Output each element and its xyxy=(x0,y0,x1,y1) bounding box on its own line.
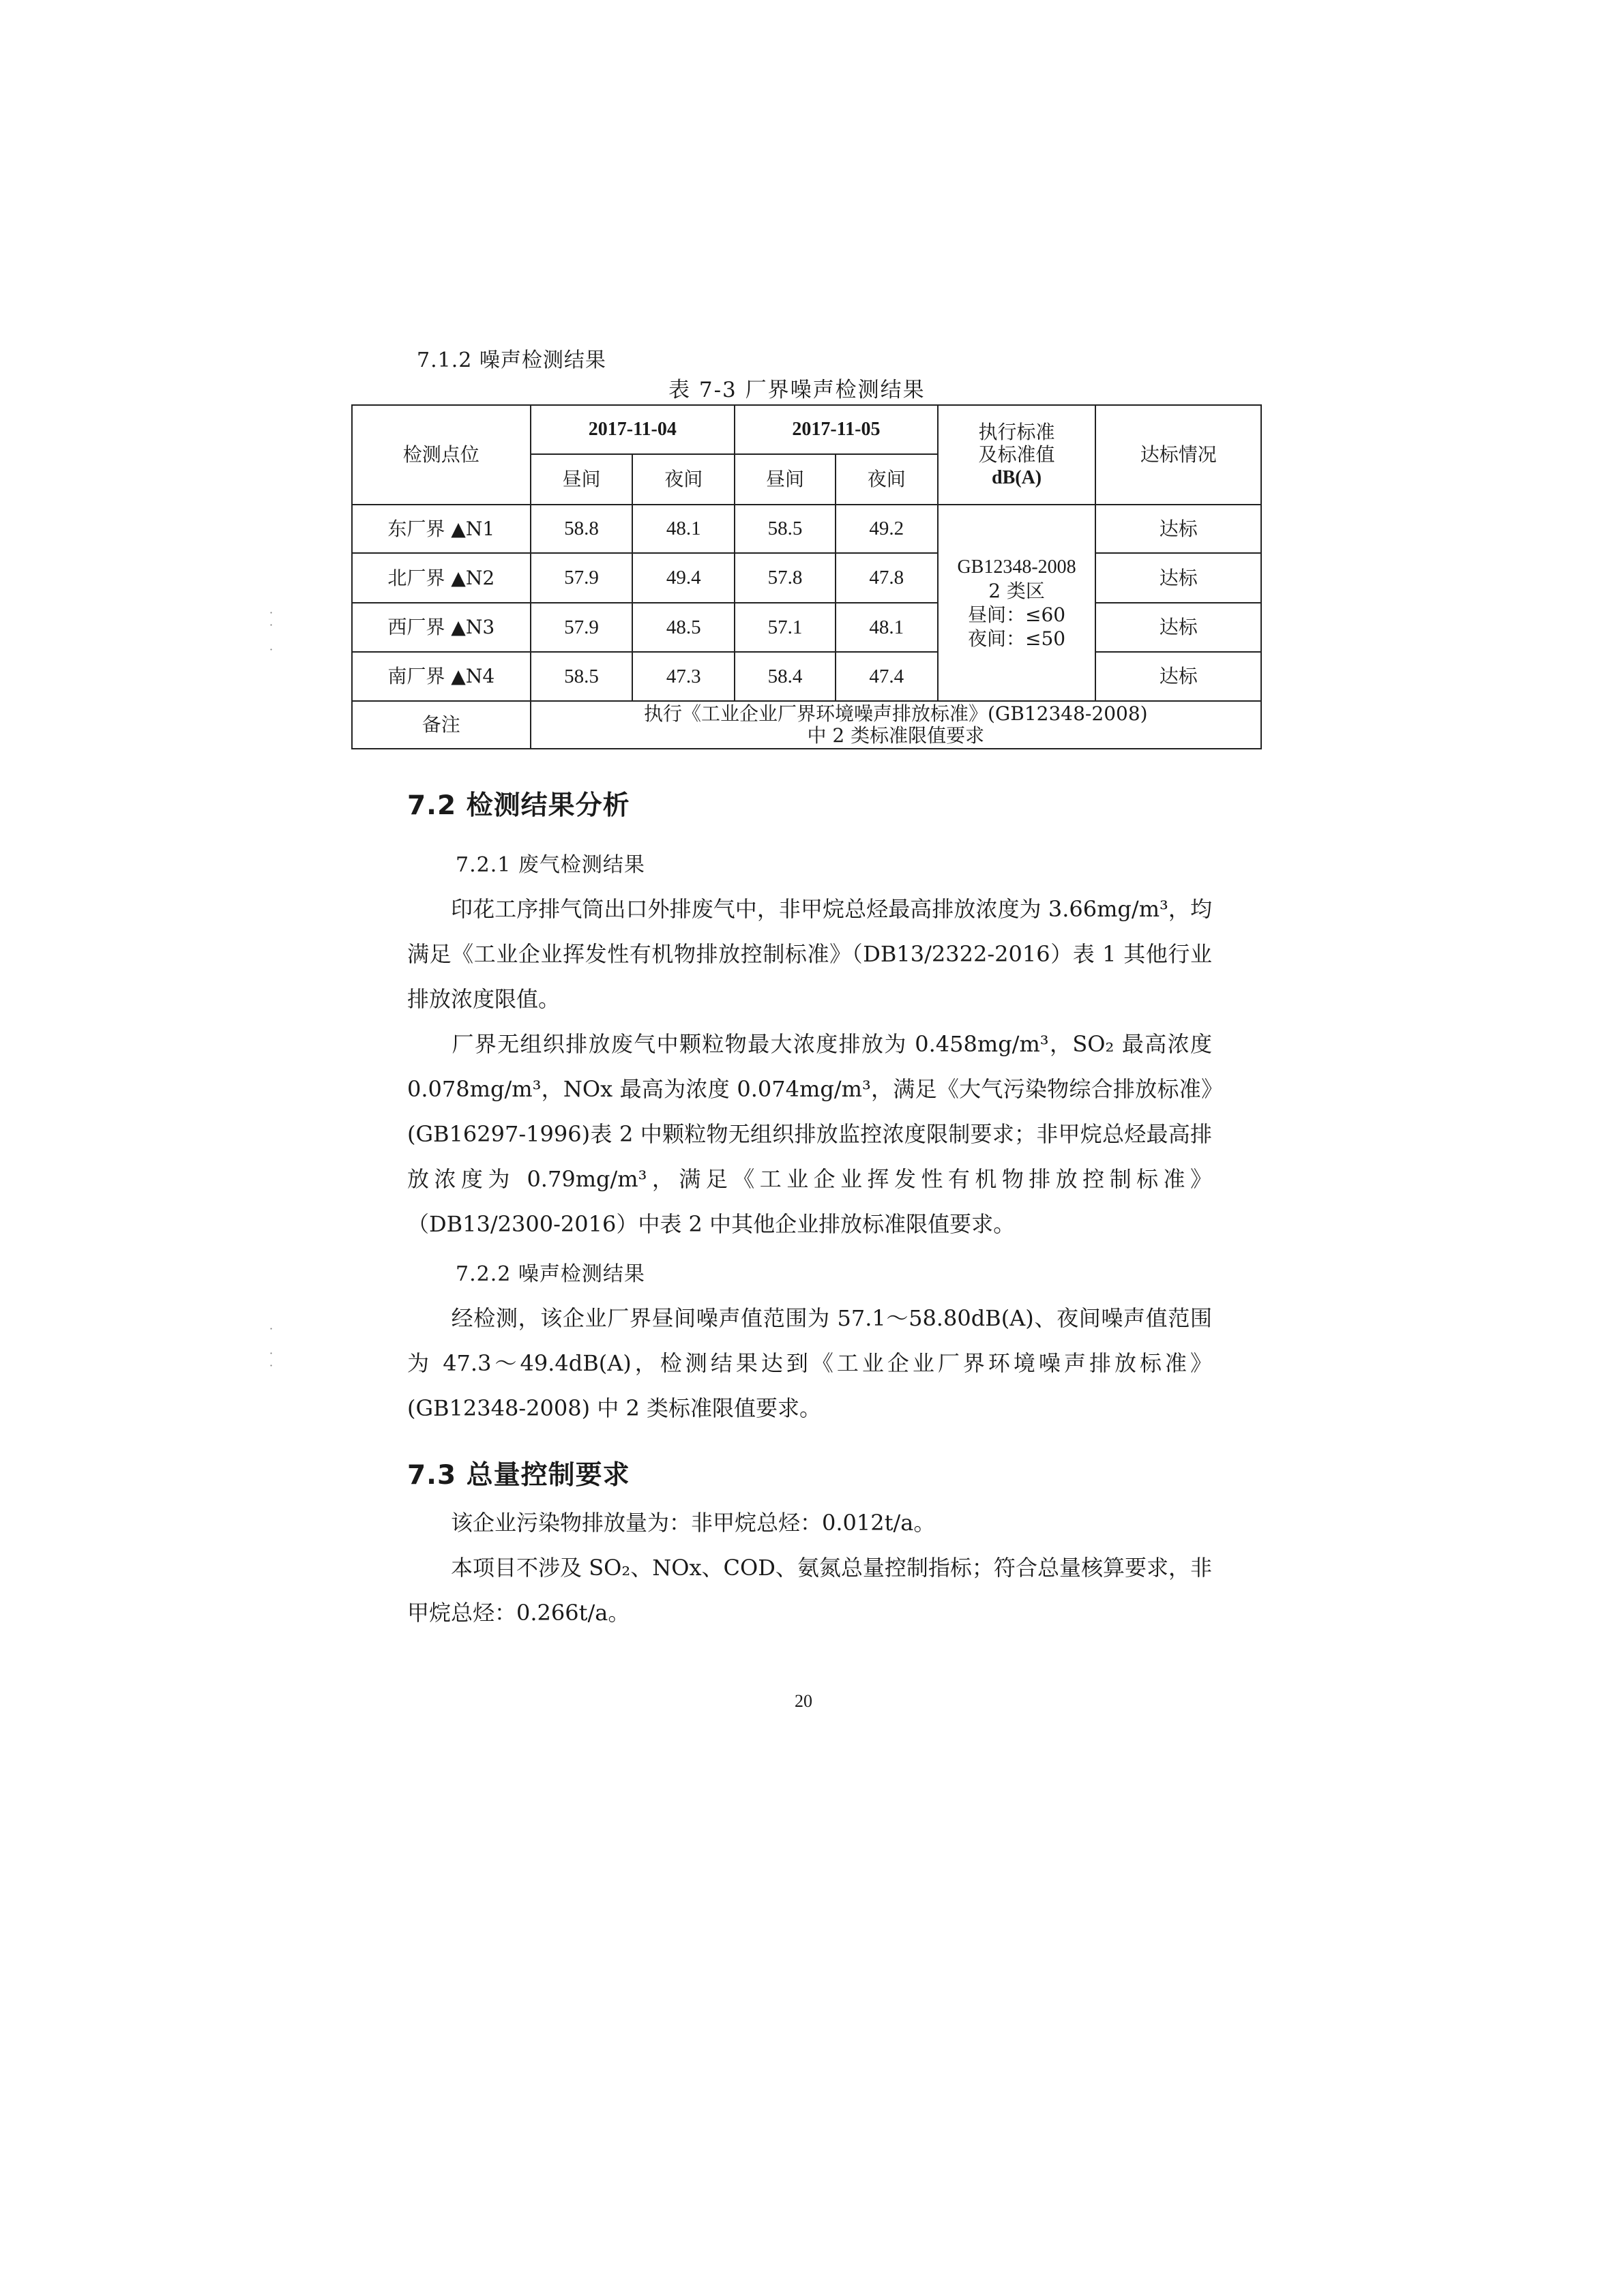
standard-value-line-1: GB12348-2008 xyxy=(957,556,1076,578)
standard-value-line-3: 昼间：≤60 xyxy=(968,603,1066,626)
row-d2-night: 47.8 xyxy=(836,553,938,603)
row-d2-night: 47.4 xyxy=(836,652,938,701)
remark-row xyxy=(352,701,1261,749)
table-row xyxy=(352,652,1261,701)
section-7-3-title: 7.3 总量控制要求 xyxy=(407,1460,630,1491)
standard-value-cell xyxy=(938,505,1096,701)
paragraph-exhaust-gas xyxy=(407,886,1212,1022)
remark-label: 备注 xyxy=(352,701,531,749)
header-standard-line-2: 及标准值 xyxy=(978,443,1055,466)
paragraph-text: 印花工序排气筒出口外排废气中，非甲烷总烃最高排放浓度为 3.66mg/m³，均满足《工业企业挥发性有机物排放控制标准》（DB13/2322-2016）表 1 其他行业排放浓度限值。 xyxy=(407,896,1212,1012)
noise-results-table xyxy=(351,404,1262,749)
row-d2-night: 48.1 xyxy=(836,603,938,652)
row-point: 西厂界 ▲N3 xyxy=(352,603,531,652)
row-point: 南厂界 ▲N4 xyxy=(352,652,531,701)
paragraph-noise xyxy=(407,1296,1212,1431)
table-row xyxy=(352,505,1261,553)
paragraph-text: 该企业污染物排放量为：非甲烷总烃：0.012t/a。 xyxy=(451,1510,936,1536)
scan-margin-marks: · · · xyxy=(269,606,274,656)
row-status: 达标 xyxy=(1095,553,1261,603)
header-standard xyxy=(938,405,1096,505)
remark-line-2: 中 2 类标准限值要求 xyxy=(807,724,985,747)
header-standard-line-3: dB(A) xyxy=(992,466,1042,488)
page-number: 20 xyxy=(795,1691,812,1711)
row-point: 东厂界 ▲N1 xyxy=(352,505,531,553)
header-night-1: 夜间 xyxy=(632,454,735,505)
row-d1-day: 57.9 xyxy=(531,603,633,652)
paragraph-text: 厂界无组织排放废气中颗粒物最大浓度排放为 0.458mg/m³，SO₂ 最高浓度 0.078mg/m³，NOx 最高为浓度 0.074mg/m³，满足《大气污染物综合排放标准》(GB16297-1996)表 2 中颗粒物无组织排放监控浓度限制要求；非甲烷总烃最高排放浓度为 0.79mg/m³，满足《工业企业挥发性有机物排放控制标准》（DB13/2300-2016）中表 2 中其他企业排放标准限值要求。 xyxy=(407,1031,1212,1237)
paragraph-total-control xyxy=(407,1545,1212,1635)
row-d1-night: 47.3 xyxy=(632,652,735,701)
row-d1-night: 48.5 xyxy=(632,603,735,652)
row-d2-day: 57.8 xyxy=(735,553,836,603)
paragraph-text: 经检测，该企业厂界昼间噪声值范围为 57.1～58.80dB(A)、夜间噪声值范围为 47.3～49.4dB(A)，检测结果达到《工业企业厂界环境噪声排放标准》(GB12348-2008) 中 2 类标准限值要求。 xyxy=(407,1305,1212,1421)
standard-value-line-2: 2 类区 xyxy=(988,580,1045,602)
table-row xyxy=(352,553,1261,603)
header-date-1: 2017-11-04 xyxy=(531,405,735,454)
section-7-2-title: 7.2 检测结果分析 xyxy=(407,790,630,821)
row-status: 达标 xyxy=(1095,603,1261,652)
row-d1-night: 49.4 xyxy=(632,553,735,603)
header-day-1: 昼间 xyxy=(531,454,633,505)
paragraph-fugitive-emission xyxy=(407,1022,1212,1247)
section-7-2-1-title: 7.2.1 废气检测结果 xyxy=(456,853,645,877)
row-d1-day: 58.5 xyxy=(531,652,633,701)
row-status: 达标 xyxy=(1095,505,1261,553)
paragraph-text: 本项目不涉及 SO₂、NOx、COD、氨氮总量控制指标；符合总量核算要求，非甲烷总烃：0.266t/a。 xyxy=(407,1555,1212,1626)
header-point: 检测点位 xyxy=(352,405,531,505)
row-d2-day: 57.1 xyxy=(735,603,836,652)
row-d2-day: 58.5 xyxy=(735,505,836,553)
row-d1-day: 58.8 xyxy=(531,505,633,553)
header-standard-line-1: 执行标准 xyxy=(978,420,1055,443)
row-d2-day: 58.4 xyxy=(735,652,836,701)
header-night-2: 夜间 xyxy=(836,454,938,505)
standard-value-line-4: 夜间：≤50 xyxy=(968,627,1066,650)
paragraph-emission-total xyxy=(407,1500,1212,1545)
row-d1-night: 48.1 xyxy=(632,505,735,553)
remark-line-1: 执行《工业企业厂界环境噪声排放标准》(GB12348-2008) xyxy=(643,702,1148,725)
section-7-1-2-title: 7.1.2 噪声检测结果 xyxy=(417,348,606,372)
header-date-2: 2017-11-05 xyxy=(735,405,938,454)
row-d1-day: 57.9 xyxy=(531,553,633,603)
header-day-2: 昼间 xyxy=(735,454,836,505)
header-status: 达标情况 xyxy=(1095,405,1261,505)
row-status: 达标 xyxy=(1095,652,1261,701)
row-point: 北厂界 ▲N2 xyxy=(352,553,531,603)
remark-text xyxy=(531,701,1261,749)
table-caption: 表 7-3 厂界噪声检测结果 xyxy=(668,378,926,402)
section-7-2-2-title: 7.2.2 噪声检测结果 xyxy=(456,1262,645,1286)
scan-margin-marks: · · · xyxy=(269,1322,274,1372)
row-d2-night: 49.2 xyxy=(836,505,938,553)
table-row xyxy=(352,603,1261,652)
